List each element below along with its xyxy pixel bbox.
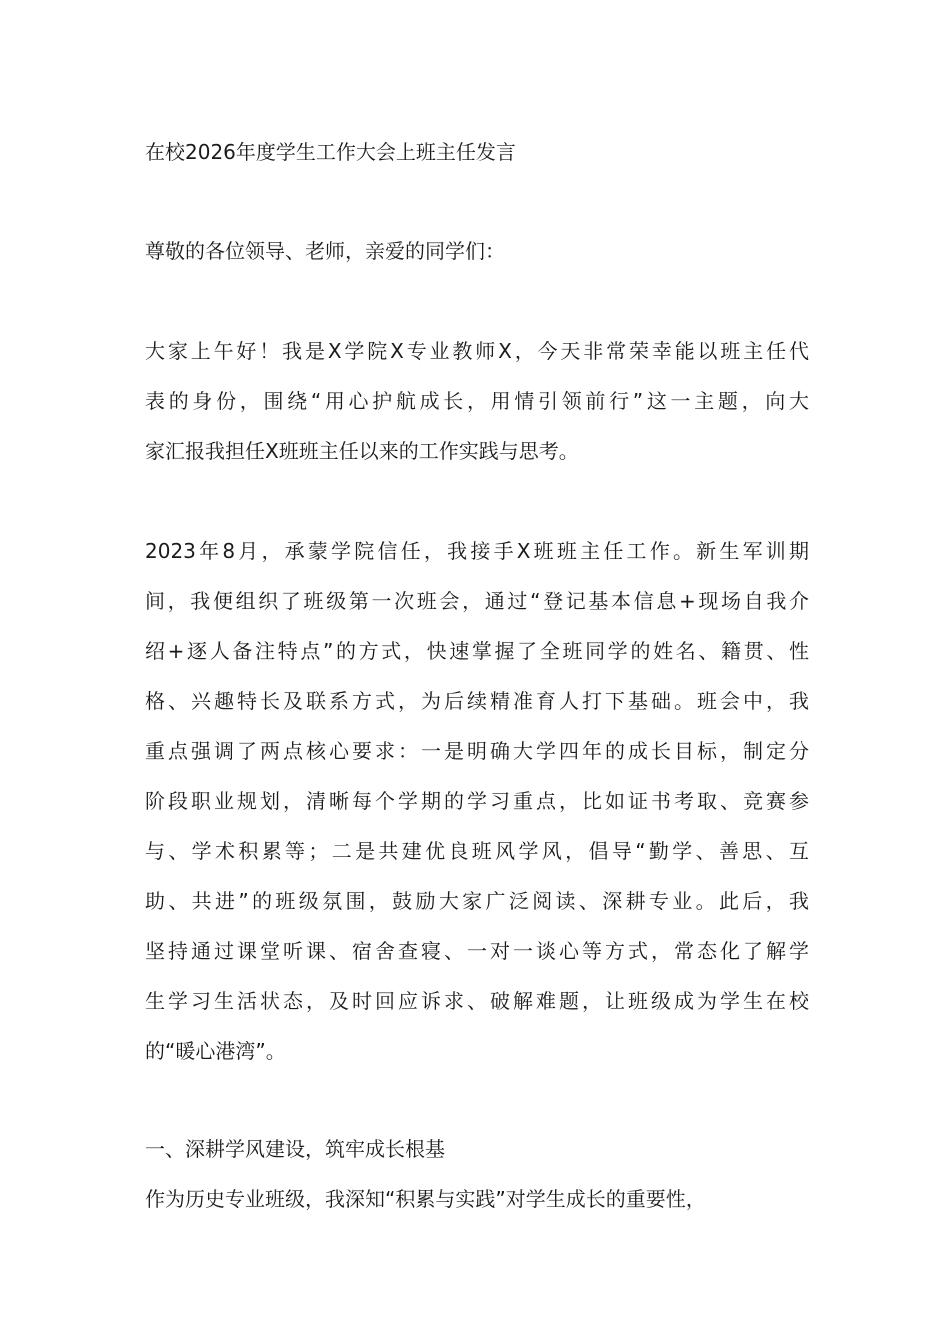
paragraph-line: 作为历史专业班级，我深知“积累与实践”对学生成长的重要性，	[145, 1187, 706, 1211]
paragraph-line: 重点强调了两点核心要求：一是明确大学四年的成长目标，制定分	[145, 739, 809, 763]
paragraph-line: 坚持通过课堂听课、宿舍查寝、一对一谈心等方式，常态化了解学	[145, 939, 809, 963]
paragraph-line: 表的身份，围绕“用心护航成长，用情引领前行”这一主题，向大	[145, 389, 809, 413]
paragraph-background	[145, 526, 809, 1076]
section-heading: 一、深耕学风建设，筑牢成长根基	[145, 1137, 445, 1161]
paragraph-line: 格、兴趣特长及联系方式，为后续精准育人打下基础。班会中，我	[145, 689, 809, 713]
paragraph-line: 间，我便组织了班级第一次班会，通过“登记基本信息+现场自我介	[145, 589, 809, 613]
paragraph-line: 绍+逐人备注特点”的方式，快速掌握了全班同学的姓名、籍贯、性	[145, 639, 809, 663]
document-title: 在校2026年度学生工作大会上班主任发言	[145, 140, 516, 164]
paragraph-line: 2023年8月，承蒙学院信任，我接手X班班主任工作。新生军训期	[145, 539, 809, 563]
paragraph-section-one	[145, 1174, 809, 1224]
paragraph-line: 生学习生活状态，及时回应诉求、破解难题，让班级成为学生在校	[145, 989, 809, 1013]
paragraph-line: 的“暖心港湾”。	[145, 1039, 286, 1063]
paragraph-line: 大家上午好！我是X学院X专业教师X，今天非常荣幸能以班主任代	[145, 339, 809, 363]
paragraph-introduction	[145, 326, 809, 476]
paragraph-line: 家汇报我担任X班班主任以来的工作实践与思考。	[145, 439, 579, 463]
salutation: 尊敬的各位领导、老师，亲爱的同学们：	[145, 239, 505, 263]
paragraph-line: 与、学术积累等；二是共建优良班风学风，倡导“勤学、善思、互	[145, 839, 809, 863]
paragraph-line: 助、共进”的班级氛围，鼓励大家广泛阅读、深耕专业。此后，我	[145, 889, 809, 913]
paragraph-line: 阶段职业规划，清晰每个学期的学习重点，比如证书考取、竞赛参	[145, 789, 809, 813]
